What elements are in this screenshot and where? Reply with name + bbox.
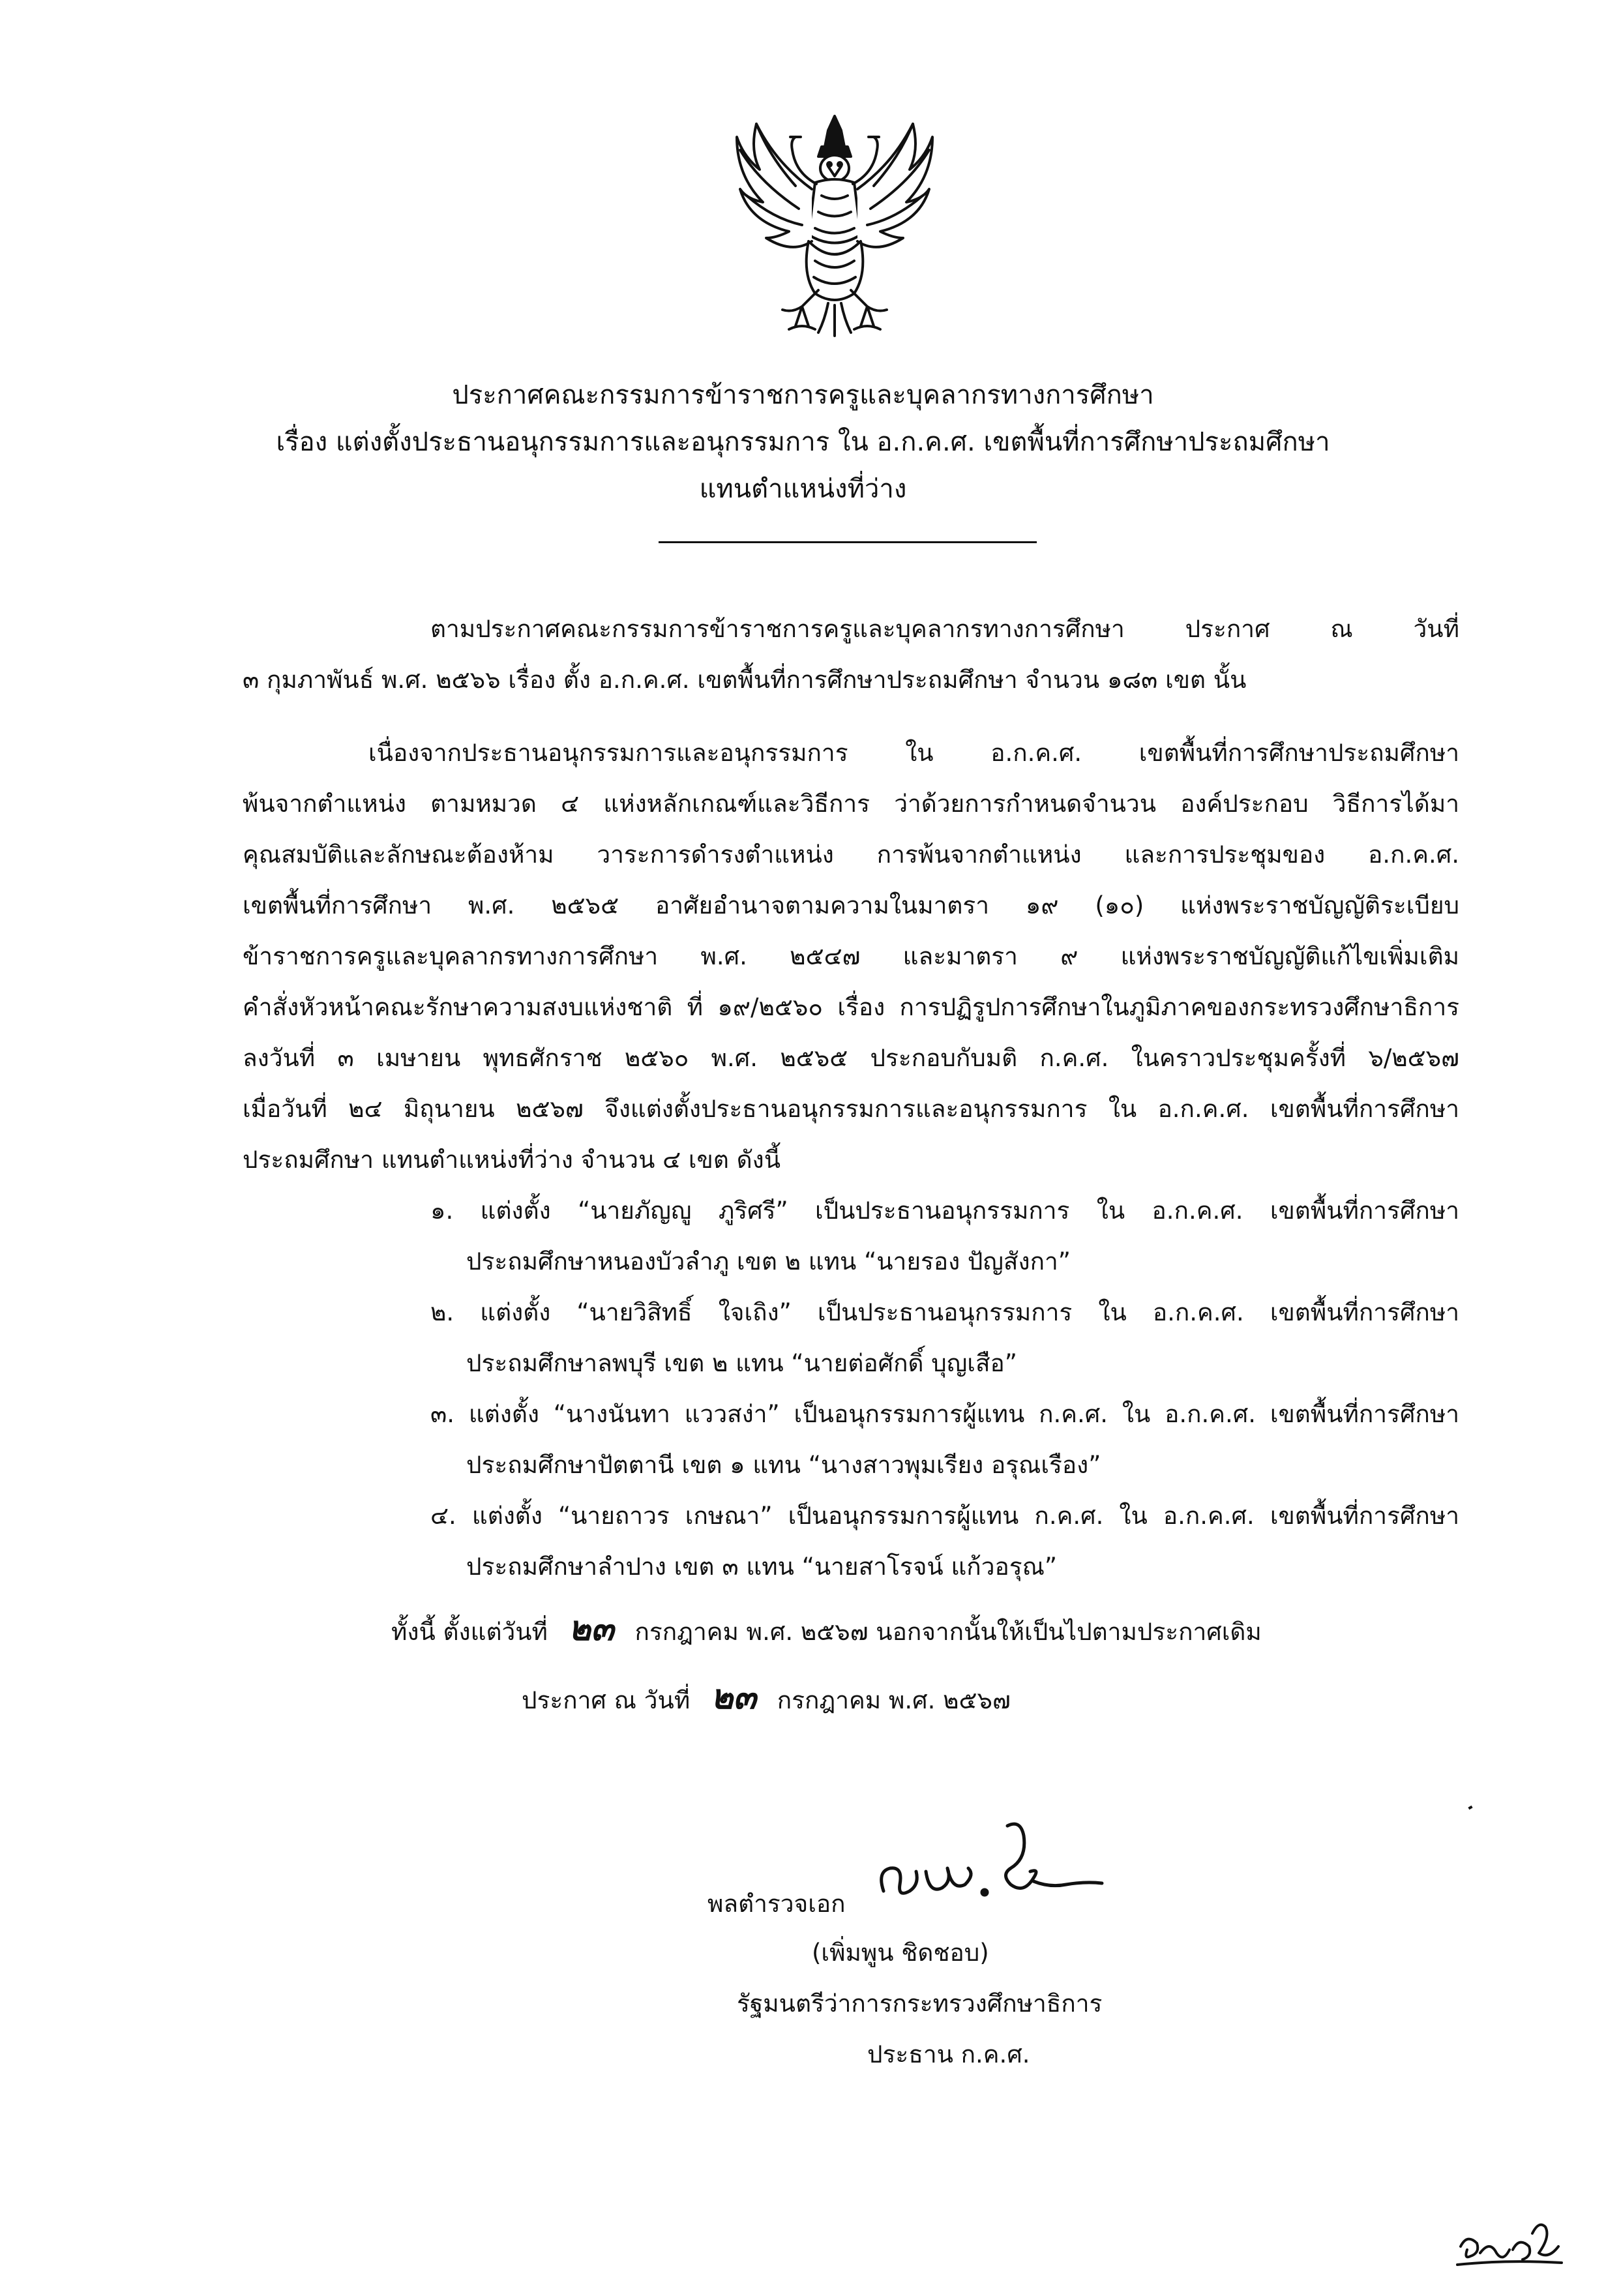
signature-rank: พลตำรวจเอก <box>707 1890 846 1918</box>
item-4-line-2: ประถมศึกษาลำปาง เขต ๓ แทน “นายสาโรจน์ แก้วอรุณ” <box>466 1553 1058 1581</box>
item-1-line-1: ๑. แต่งตั้ง “นายภัญญู ภูริศรี” เป็นประธานอนุกรรมการ ใน อ.ก.ค.ศ. เขตพื้นที่การศึกษา <box>430 1197 1459 1225</box>
title-divider <box>659 541 1037 543</box>
item-3-line-1: ๓. แต่งตั้ง “นางนันทา แววสง่า” เป็นอนุกรรมการผู้แทน ก.ค.ศ. ใน อ.ก.ค.ศ. เขตพื้นที่การศึกษา <box>430 1400 1459 1428</box>
item-2-line-1: ๒. แต่งตั้ง “นายวิสิทธิ์ ใจเถิง” เป็นประธานอนุกรรมการ ใน อ.ก.ค.ศ. เขตพื้นที่การศึกษา <box>430 1298 1459 1326</box>
announced-date-line <box>522 1669 1011 1723</box>
announcement-title <box>0 372 1606 513</box>
effective-date-line <box>391 1601 1262 1655</box>
para2-line-4: เขตพื้นที่การศึกษา พ.ศ. ๒๕๖๕ อาศัยอำนาจตามความในมาตรา ๑๙ (๑๐) แห่งพระราชบัญญัติระเบียบ <box>243 891 1459 919</box>
para1-line-1: ตามประกาศคณะกรรมการข้าราชการครูและบุคลากรทางการศึกษา ประกาศ ณ วันที่ <box>430 615 1459 643</box>
para2-line-1: เนื่องจากประธานอนุกรรมการและอนุกรรมการ ใน อ.ก.ค.ศ. เขตพื้นที่การศึกษาประถมศึกษา <box>368 739 1459 767</box>
title-line-2: เรื่อง แต่งตั้งประธานอนุกรรมการและอนุกรรมการ ใน อ.ก.ค.ศ. เขตพื้นที่การศึกษาประถมศึกษา <box>276 427 1330 457</box>
para2-line-3: คุณสมบัติและลักษณะต้องห้าม วาระการดำรงตำแหน่ง การพ้นจากตำแหน่ง และการประชุมของ อ.ก.ค.ศ. <box>243 841 1459 869</box>
para1-line-2: ๓ กุมภาพันธ์ พ.ศ. ๒๕๖๖ เรื่อง ตั้ง อ.ก.ค.ศ. เขตพื้นที่การศึกษาประถมศึกษา จำนวน ๑๘๓ เขต นั้น <box>243 666 1247 694</box>
signature-name: (เพิ่มพูน ชิดชอบ) <box>812 1939 989 1967</box>
para2-line-7: ลงวันที่ ๓ เมษายน พุทธศักราช ๒๕๖๐ พ.ศ. ๒๕๖๕ ประกอบกับมติ ก.ค.ศ. ในคราวประชุมครั้งที่ ๖/๒๕๖๗ <box>243 1044 1459 1072</box>
announced-day-handwritten: ๒๓ <box>711 1677 756 1717</box>
initials-mark-icon <box>1454 2214 1565 2273</box>
item-4-line-1: ๔. แต่งตั้ง “นายถาวร เกษณา” เป็นอนุกรรมการผู้แทน ก.ค.ศ. ใน อ.ก.ค.ศ. เขตพื้นที่การศึกษา <box>430 1502 1459 1530</box>
item-1-line-2: ประถมศึกษาหนองบัวลำภู เขต ๒ แทน “นายรอง ปัญสังกา” <box>466 1247 1071 1275</box>
para2-line-2: พ้นจากตำแหน่ง ตามหมวด ๔ แห่งหลักเกณฑ์และวิธีการ ว่าด้วยการกำหนดจำนวน องค์ประกอบ วิธีการได้มา <box>243 790 1459 818</box>
item-3-line-2: ประถมศึกษาปัตตานี เขต ๑ แทน “นางสาวพุมเรียง อรุณเรือง” <box>466 1451 1101 1479</box>
announced-prefix: ประกาศ ณ วันที่ <box>522 1686 691 1714</box>
announced-suffix: กรกฎาคม พ.ศ. ๒๕๖๗ <box>777 1686 1011 1714</box>
para2-line-5: ข้าราชการครูและบุคลากรทางการศึกษา พ.ศ. ๒๕๔๗ และมาตรา ๙ แห่งพระราชบัญญัติแก้ไขเพิ่มเติม <box>243 942 1459 970</box>
signature-role: ประธาน ก.ค.ศ. <box>867 2040 1030 2068</box>
signature-position: รัฐมนตรีว่าการกระทรวงศึกษาธิการ <box>737 1990 1103 2018</box>
item-2-line-2: ประถมศึกษาลพบุรี เขต ๒ แทน “นายต่อศักดิ์ บุญเสือ” <box>466 1349 1017 1377</box>
para2-line-9: ประถมศึกษา แทนตำแหน่งที่ว่าง จำนวน ๔ เขต ดังนี้ <box>243 1146 781 1174</box>
para2-line-8: เมื่อวันที่ ๒๔ มิถุนายน ๒๕๖๗ จึงแต่งตั้งประธานอนุกรรมการและอนุกรรมการ ใน อ.ก.ค.ศ. เขตพื้นที่การศึกษา <box>243 1095 1459 1123</box>
para2-line-6: คำสั่งหัวหน้าคณะรักษาความสงบแห่งชาติ ที่ ๑๙/๒๕๖๐ เรื่อง การปฏิรูปการศึกษาในภูมิภาคของกระทรวงศึกษาธิการ <box>243 993 1459 1021</box>
effective-day-handwritten: ๒๓ <box>568 1609 614 1648</box>
garuda-emblem-icon <box>730 111 939 339</box>
effective-prefix: ทั้งนี้ ตั้งแต่วันที่ <box>391 1618 548 1646</box>
stray-mark <box>1468 1806 1472 1810</box>
title-line-3: แทนตำแหน่งที่ว่าง <box>699 474 907 504</box>
handwritten-signature-icon <box>870 1806 1118 1937</box>
effective-suffix: กรกฎาคม พ.ศ. ๒๕๖๗ นอกจากนั้นให้เป็นไปตามประกาศเดิม <box>634 1618 1262 1646</box>
title-line-1: ประกาศคณะกรรมการข้าราชการครูและบุคลากรทางการศึกษา <box>452 380 1154 410</box>
